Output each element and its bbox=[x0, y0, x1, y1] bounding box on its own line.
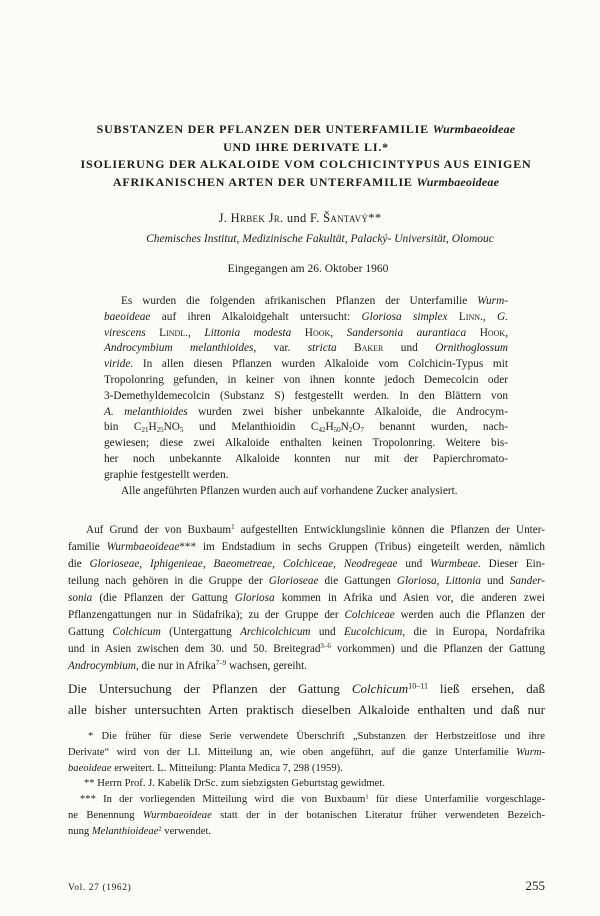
subscript: 21 bbox=[141, 426, 149, 435]
italic-text: baeoideae bbox=[68, 762, 112, 774]
small-caps-text: Linn. bbox=[458, 310, 483, 323]
body-line bbox=[68, 590, 545, 607]
italic-text: Colchiceae bbox=[282, 558, 334, 570]
superscript: 7–9 bbox=[215, 659, 227, 668]
text-run: Eingegangen am 26. Oktober 1960 bbox=[227, 263, 389, 275]
italic-text: Ornithoglossum bbox=[435, 342, 508, 355]
text-run: aufgestellten Entwicklungslinie können die Pflanzen der Unter- bbox=[234, 524, 545, 536]
italic-text: baeoideae bbox=[104, 310, 151, 323]
abstract-line bbox=[104, 357, 508, 373]
text-run: und bbox=[310, 626, 344, 638]
abstract-line bbox=[104, 484, 508, 500]
footnotes bbox=[68, 729, 545, 840]
small-caps-text: Hook bbox=[304, 326, 331, 339]
superscript: 1 bbox=[365, 793, 369, 801]
italic-text: Sander- bbox=[509, 575, 546, 587]
text-run: 3-Demethyldemecolcin (Substanz S) festgestellt werden. In den Blättern von bbox=[104, 389, 508, 402]
abstract-line bbox=[104, 468, 508, 484]
abstract-line bbox=[104, 294, 508, 310]
text-run: statt der in der botanischen Literatur früher verwendeten Bezeich- bbox=[211, 809, 545, 821]
text-run: nung bbox=[68, 825, 92, 837]
text-run bbox=[337, 342, 354, 354]
italic-text: stricta bbox=[307, 342, 337, 355]
title-line bbox=[12, 121, 600, 139]
text-run: die Gattungen bbox=[318, 575, 397, 587]
superscript: 10–11 bbox=[408, 681, 428, 691]
subscript: 42 bbox=[318, 426, 326, 435]
italic-text: Wurmbaeoideae bbox=[142, 809, 212, 821]
text-run: erweitert. L. Mitteilung: Planta Medica 7, 298 (1959). bbox=[111, 762, 343, 774]
text-run: NO bbox=[163, 421, 180, 434]
article-title bbox=[0, 121, 600, 191]
text-run: Tropolonring gefunden, in keiner von ihnen konnte jedoch Demecolcin oder bbox=[104, 373, 508, 386]
italic-text: Chemisches Institut, Medizinische Fakultät, Palacký- Universität, Olomouc bbox=[146, 233, 494, 245]
received-block bbox=[16, 261, 600, 277]
text-run: wachsen, gereiht. bbox=[226, 660, 307, 672]
text-run: wurden zwei bisher unbekannte Alkaloide, die Androcym- bbox=[187, 405, 508, 418]
footnote bbox=[68, 792, 545, 839]
italic-text: Baeometreae bbox=[213, 558, 273, 570]
abstract bbox=[104, 294, 508, 499]
text-run: werden auch die Pflanzen der bbox=[394, 609, 545, 621]
text-run: vorkommen) und die Pflanzen der Gattung bbox=[330, 643, 545, 655]
text-run: , bbox=[482, 310, 498, 323]
text-run: , bbox=[139, 558, 150, 570]
footnote-line bbox=[68, 792, 545, 808]
text-run: , bbox=[330, 326, 347, 339]
text-run: , var. bbox=[253, 342, 308, 355]
text-run: verwendet. bbox=[161, 825, 212, 837]
text-run: , bbox=[272, 558, 283, 570]
footnote-line bbox=[68, 761, 545, 777]
italic-text: Wurmbaeoideae bbox=[106, 541, 180, 553]
body-line bbox=[68, 624, 545, 641]
authors-block bbox=[0, 209, 600, 227]
italic-text: Androcymbium bbox=[68, 660, 136, 672]
affiliation-block bbox=[40, 231, 600, 247]
lead-paragraph-block bbox=[68, 678, 545, 720]
title-line bbox=[12, 174, 600, 192]
text-run: , bbox=[187, 326, 205, 339]
italic-text: Gloriosa bbox=[396, 575, 437, 587]
title-block bbox=[12, 121, 600, 191]
body-line bbox=[68, 641, 545, 658]
received-text bbox=[16, 261, 600, 277]
text-run: . Dieser Ein- bbox=[477, 558, 546, 570]
text-run: und Melanthioidin C bbox=[183, 421, 319, 434]
body-line bbox=[68, 573, 545, 590]
text-run: , die nur in Afrika bbox=[135, 660, 216, 672]
abstract-line bbox=[104, 326, 508, 342]
italic-text: Wurmbaeoideae bbox=[432, 122, 516, 136]
text-run: her noch unbekannte Alkaloide konnten nur mit der Papierchromato- bbox=[104, 452, 508, 465]
text-run bbox=[448, 311, 459, 323]
text-run: H bbox=[148, 421, 157, 434]
text-run bbox=[291, 327, 305, 339]
italic-text: virescens bbox=[104, 326, 146, 339]
subscript: 2 bbox=[348, 426, 353, 435]
italic-text: Melanthioideae bbox=[91, 825, 159, 837]
text-run: , bbox=[202, 558, 214, 570]
text-run: (die Pflanzen der Gattung bbox=[92, 592, 235, 604]
superscript: 1 bbox=[231, 523, 235, 532]
text-run: Gattung bbox=[68, 626, 113, 638]
italic-text: Littonia bbox=[445, 575, 481, 587]
text-run bbox=[146, 327, 160, 339]
italic-text: Gloriosa simplex bbox=[361, 310, 448, 323]
text-run: kommen in Afrika und Asien vor, die anderen zwei bbox=[274, 592, 545, 604]
italic-text: Neodregeae bbox=[343, 558, 398, 570]
abstract-paragraph bbox=[104, 294, 508, 484]
abstract-line bbox=[104, 405, 508, 421]
small-caps-text: J. Hrbek Jr. bbox=[218, 211, 284, 225]
italic-text: Iphigenieae bbox=[150, 558, 203, 570]
title-line bbox=[12, 139, 600, 157]
abstract-line bbox=[104, 341, 508, 357]
abstract-line bbox=[104, 389, 508, 405]
small-caps-text: F. Šantavý bbox=[309, 211, 369, 225]
text-run: O bbox=[352, 421, 361, 434]
text-run: ISOLIERUNG DER ALKALOIDE VOM COLCHICINTYPUS AUS EINIGEN bbox=[80, 157, 532, 171]
text-run: Pflanzengattungen nur in Südafrika); zu der Gruppe der bbox=[68, 609, 345, 621]
text-run: benannt wurden, nach- bbox=[363, 421, 509, 434]
small-caps-text: Baker bbox=[354, 342, 384, 355]
body-line bbox=[68, 556, 545, 573]
italic-text: Gloriosa bbox=[234, 592, 275, 604]
text-run: N bbox=[340, 421, 349, 434]
italic-text: Sandersonia aurantiaca bbox=[346, 326, 467, 339]
text-run: * Die früher für diese Serie verwendete Überschrift „Substanzen der Herbstzeitlose und ihre bbox=[88, 731, 545, 742]
received-date bbox=[16, 261, 600, 277]
author-line bbox=[0, 209, 600, 227]
abstract-line bbox=[104, 420, 508, 436]
text-run: . In allen diesen Pflanzen wurden Alkaloide vom Colchicin-Typus mit bbox=[130, 358, 508, 371]
footnote bbox=[68, 776, 545, 792]
italic-text: viride bbox=[104, 358, 131, 371]
italic-text: Colchicum bbox=[112, 626, 161, 638]
subscript: 5 bbox=[179, 426, 184, 435]
affiliation bbox=[40, 231, 600, 247]
text-run: und bbox=[480, 575, 510, 587]
text-run: UND IHRE DERIVATE LI.* bbox=[223, 139, 389, 154]
italic-text: Archicolchicum bbox=[240, 626, 311, 638]
body-line bbox=[68, 522, 545, 539]
italic-text: Wurmbeae bbox=[430, 558, 478, 570]
small-caps-text: Lindl. bbox=[159, 326, 188, 339]
text-run: Alle angeführten Pflanzen wurden auch auf vorhandene Zucker analysiert. bbox=[121, 484, 458, 497]
abstract-paragraph bbox=[104, 484, 508, 500]
subscript: 7 bbox=[360, 426, 364, 435]
footnote bbox=[68, 729, 545, 776]
text-run: ** bbox=[368, 211, 382, 225]
body-line bbox=[68, 658, 545, 675]
body-line bbox=[68, 539, 545, 556]
title-line bbox=[12, 156, 600, 174]
italic-text: Colchiceae bbox=[344, 609, 395, 621]
text-run: familie bbox=[68, 541, 107, 553]
text-run: *** im Endstadium in sechs Gruppen (Tribus) eingeteilt werden, nämlich bbox=[179, 541, 545, 553]
affiliation-text bbox=[40, 231, 600, 247]
abstract-line bbox=[104, 373, 508, 389]
footnote-line bbox=[68, 808, 545, 824]
small-caps-text: Hook bbox=[479, 326, 506, 339]
italic-text: Wurm- bbox=[477, 295, 508, 307]
text-run: teilung nach gehören in die Gruppe der bbox=[68, 575, 269, 587]
italic-text: Androcymbium melanthioides bbox=[104, 342, 254, 355]
text-run: , bbox=[333, 558, 344, 570]
text-run: für diese Unterfamilie vorgeschlage- bbox=[368, 794, 545, 806]
abstract-line bbox=[104, 452, 508, 468]
text-run: , die in Europa, Nordafrika bbox=[402, 626, 545, 638]
abstract-line bbox=[104, 310, 508, 326]
text-run: ** Herrn Prof. J. Kabelík DrSc. zum siebzigsten Geburtstag gewidmet. bbox=[84, 778, 385, 790]
text-run: bin C bbox=[104, 421, 142, 434]
journal-volume: Vol. 27 (1962) bbox=[68, 883, 132, 893]
body-text bbox=[68, 522, 545, 675]
footnote-line bbox=[68, 776, 545, 792]
italic-text: Glorioseae bbox=[268, 575, 319, 587]
text-run: und in Asien zwischen dem 30. und 50. Breitegrad bbox=[68, 643, 321, 655]
text-run: alle bisher untersuchten Arten praktisch dieselben Alkaloide enthalten und daß nur bbox=[68, 702, 545, 717]
text-run: SUBSTANZEN DER PFLANZEN DER UNTERFAMILIE bbox=[96, 122, 433, 136]
text-run: und bbox=[397, 558, 431, 570]
italic-text: G. bbox=[497, 310, 508, 323]
text-run: und bbox=[283, 211, 310, 225]
superscript: 3–6 bbox=[320, 642, 331, 651]
text-run: ne Benennung bbox=[68, 809, 143, 821]
lead-paragraph bbox=[68, 678, 545, 720]
superscript: 2 bbox=[158, 825, 162, 833]
italic-text: Colchicum bbox=[351, 681, 409, 696]
text-run: Es wurden die folgenden afrikanischen Pflanzen der Unterfamilie bbox=[121, 295, 478, 307]
text-run bbox=[466, 327, 480, 339]
text-run: Derivate“ wird von der LI. Mitteilung an, wie oben angeführt, auf die ganze Unterfamilie bbox=[68, 746, 517, 758]
text-run: und bbox=[383, 342, 436, 355]
text-run: Auf Grund der von Buxbaum bbox=[86, 524, 232, 536]
text-run: , bbox=[505, 326, 509, 339]
italic-text: A. melanthioides bbox=[104, 405, 188, 418]
italic-text: Littonia modesta bbox=[204, 326, 292, 339]
body-line bbox=[68, 607, 545, 624]
text-run: AFRIKANISCHEN ARTEN DER UNTERFAMILIE bbox=[112, 174, 417, 189]
text-run: gewiesen; diese zwei Alkaloide enthalten keinen Tropolonring. Weitere bis- bbox=[104, 437, 508, 450]
text-run: auf ihren Alkaloidgehalt untersucht: bbox=[150, 310, 362, 323]
text-run: *** In der vorliegenden Mitteilung wird die von Buxbaum bbox=[80, 794, 366, 806]
footnote-line bbox=[68, 729, 545, 745]
text-run: graphie festgestellt werden. bbox=[104, 468, 229, 481]
abstract-line bbox=[104, 436, 508, 452]
body-paragraph bbox=[68, 522, 545, 675]
text-run: H bbox=[325, 421, 334, 434]
lead-line bbox=[68, 678, 545, 699]
italic-text: Glorioseae bbox=[89, 558, 140, 570]
subscript: 50 bbox=[333, 426, 341, 435]
italic-text: Wurm- bbox=[516, 746, 545, 758]
text-run: die bbox=[68, 558, 90, 570]
authors-text bbox=[0, 209, 600, 227]
footnote-line bbox=[68, 745, 545, 761]
lead-line bbox=[68, 699, 545, 720]
subscript: 25 bbox=[156, 426, 164, 435]
text-run: Die Untersuchung der Pflanzen der Gattung bbox=[68, 681, 352, 696]
italic-text: Eucolchicum bbox=[343, 626, 403, 638]
text-run: , bbox=[436, 575, 446, 587]
italic-text: sonia bbox=[68, 592, 93, 604]
text-run: ließ ersehen, daß bbox=[428, 681, 545, 696]
footnote-line bbox=[68, 824, 545, 840]
text-run: (Untergattung bbox=[160, 626, 241, 638]
italic-text: Wurmbaeoideae bbox=[416, 174, 500, 189]
page-number: 255 bbox=[525, 878, 545, 893]
